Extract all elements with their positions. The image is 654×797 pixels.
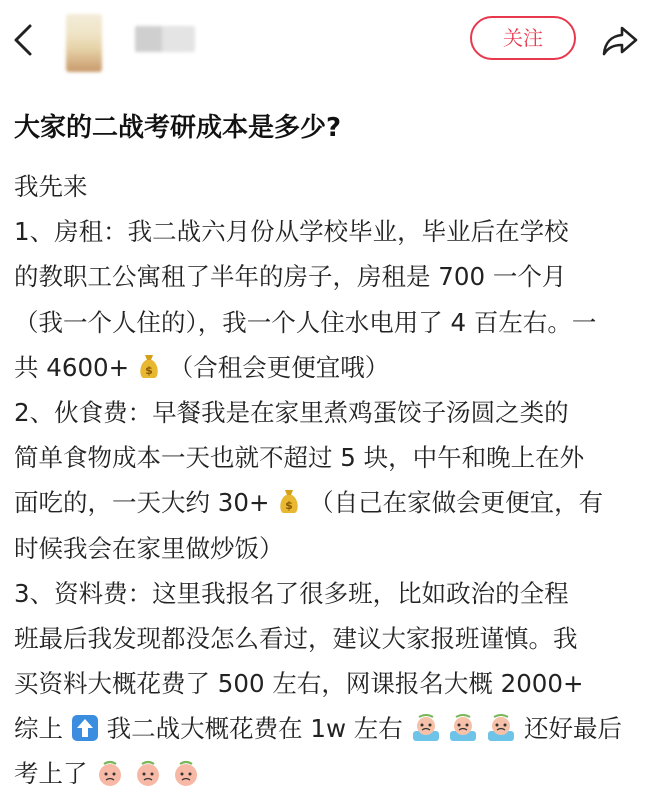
top-bar [0,0,654,90]
body-line [14,571,644,616]
body-line [14,345,644,390]
svg-text:$: $ [285,499,294,513]
body-text: （自己在家做会更便宜，有 [309,488,604,518]
follow-button[interactable]: 关注 [470,16,576,60]
back-arrow-icon[interactable] [10,22,38,58]
body-line [14,661,644,706]
body-line [14,254,644,299]
post-body [14,164,644,797]
crying-figure-icon [411,713,441,743]
body-text: 班最后我发现都没怎么看过，建议大家报班谨慎。我 [14,623,578,653]
body-text: （我一个人住的），我一个人住水电用了 4 百左右。一 [14,307,597,337]
body-line [14,480,644,525]
money-bag-icon [277,487,301,515]
body-text: 3、资料费：这里我报名了很多班，比如政治的全程 [14,578,569,608]
body-line [14,751,644,796]
body-text: 的教职工公寓租了半年的房子，房租是 700 一个月 [14,262,567,292]
money-bag-icon [137,352,161,380]
body-text: 考上了 [14,759,88,789]
sad-face-icon [133,758,163,788]
sad-face-icon [95,758,125,788]
body-text: 还好最后 [523,714,622,744]
body-line [14,300,644,345]
body-text: 2、伙食费：早餐我是在家里煮鸡蛋饺子汤圆之类的 [14,397,569,427]
body-line [14,706,644,751]
post-title: 大家的二战考研成本是多少? [14,113,342,143]
body-text: 共 4600+ [14,352,130,382]
body-text: 综上 [14,714,63,744]
svg-text:$: $ [145,363,153,377]
avatar[interactable] [66,14,102,72]
share-icon[interactable] [600,20,640,60]
crying-figure-icon [448,713,478,743]
username-blurred[interactable] [135,26,195,52]
body-text: 买资料大概花费了 500 左右，网课报名大概 2000+ [14,669,584,699]
crying-figure-icon [486,713,516,743]
body-line [14,164,644,209]
body-text: （合租会更便宜哦） [168,352,390,382]
body-text: 时候我会在家里做炒饭） [14,533,284,563]
body-line [14,616,644,661]
body-line [14,526,644,571]
body-line [14,435,644,480]
body-text: 我先来 [14,172,88,201]
body-line [14,390,644,435]
body-line [14,209,644,254]
sad-face-icon [171,758,201,788]
body-text: 简单食物成本一天也就不超过 5 块，中午和晚上在外 [14,443,585,473]
up-arrow-icon [71,714,99,742]
body-text: 面吃的，一天大约 30+ [14,488,270,518]
body-text: 1、房租：我二战六月份从学校毕业，毕业后在学校 [14,217,569,247]
body-text: 我二战大概花费在 1w 左右 [106,714,403,744]
